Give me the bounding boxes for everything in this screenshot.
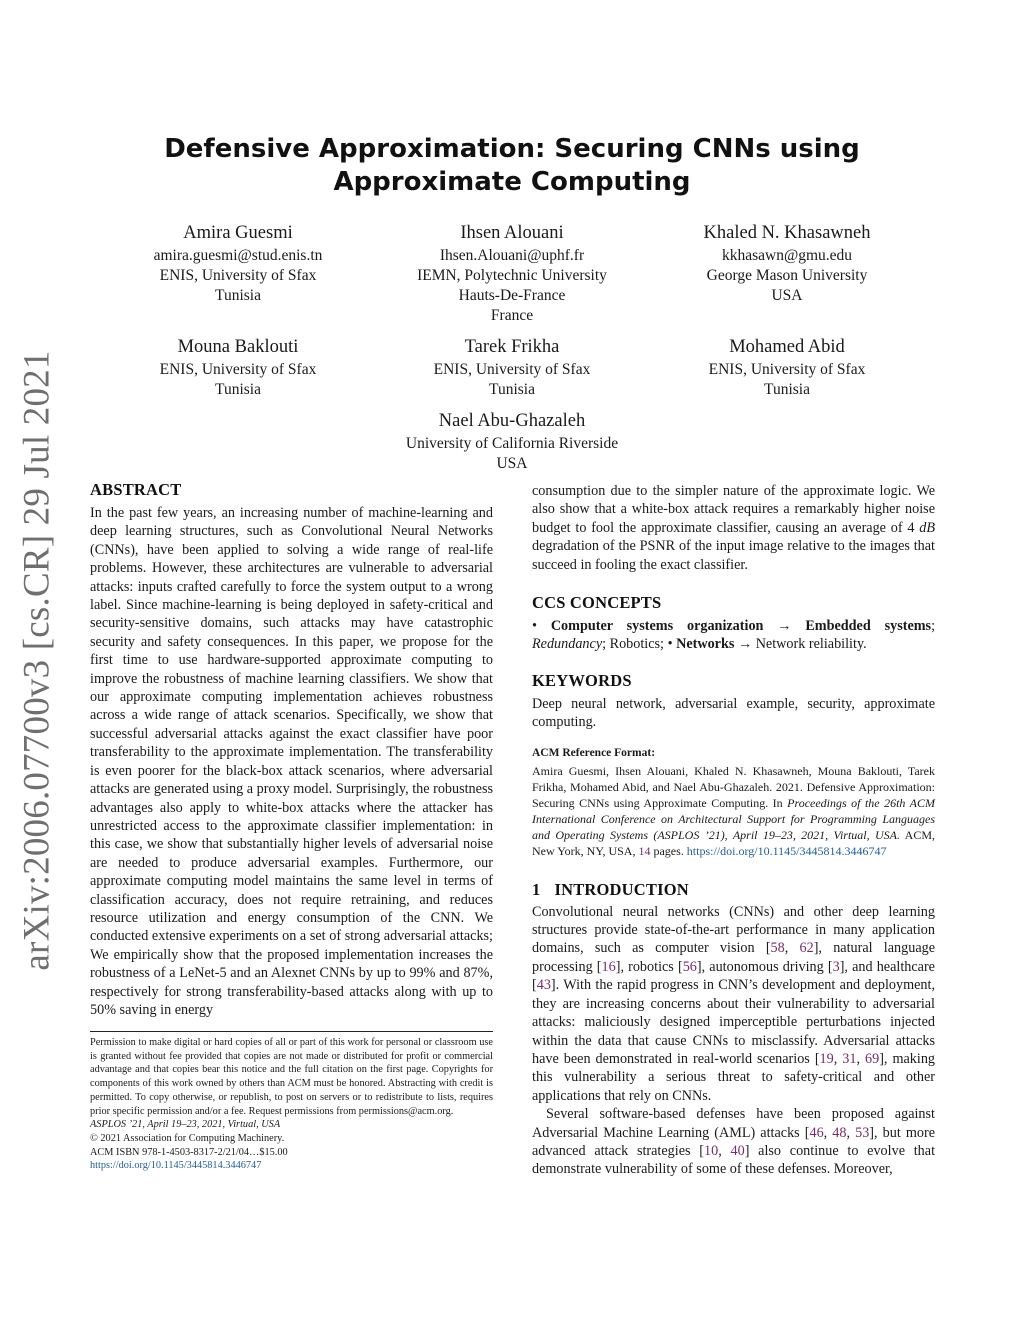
author-country: Tunisia: [764, 381, 810, 398]
intro-text: Convolutional neural networks (CNNs) and other deep learning structures provide state-of-the-art performance in many application domains, such as computer vision [: [532, 903, 935, 957]
ccs-term: ; Robotics;: [602, 636, 668, 653]
author-country: Tunisia: [215, 381, 261, 398]
intro-text: ], making this vulnerability a serious threat to safety-critical and other applications that rely on CNNs.: [532, 1050, 936, 1104]
author-country: Tunisia: [489, 381, 535, 398]
permission-notice: [90, 1036, 493, 1173]
intro-text: Several software-based defenses have been proposed against Adversarial Machine Learning (AML) attacks [: [532, 1106, 935, 1141]
bullet: •: [532, 618, 537, 635]
author-affiliation: ENIS, University of Sfax: [708, 361, 866, 378]
db-unit: dB: [919, 519, 935, 536]
arrow-icon: →: [737, 636, 753, 653]
acm-ref-venue: Proceedings of the 26th ACM International Conference on Architectural Support for Programming Languages and Operating Systems (ASPLOS ’21), April 19–23, 2021, Virtual, USA.: [532, 795, 935, 842]
author-name: Nael Abu-Ghazaleh: [438, 411, 586, 431]
author-name: Mouna Baklouti: [177, 337, 299, 357]
author-affiliation: University of California Riverside: [405, 435, 619, 452]
arxiv-side-label: [8, 349, 66, 971]
author-email[interactable]: Ihsen.Alouani@uphf.fr: [439, 247, 585, 264]
ccs-heading: CCS CONCEPTS: [532, 593, 662, 613]
page-count-link[interactable]: 14: [638, 843, 651, 858]
citation-link[interactable]: 43: [536, 977, 551, 994]
intro-text: ], and healthcare [: [532, 958, 935, 994]
footnote-divider: [90, 1031, 493, 1032]
section-heading-introduction: [532, 879, 935, 901]
arrow-icon: →: [777, 618, 792, 635]
author-block: [98, 335, 378, 400]
doi-link[interactable]: https://doi.org/10.1145/3445814.3446747: [90, 1160, 262, 1172]
citation-link[interactable]: 53: [855, 1124, 870, 1141]
author-country: France: [490, 307, 534, 324]
section-title: INTRODUCTION: [554, 879, 689, 899]
acm-ref-publisher: ACM, New York, NY, USA,: [532, 827, 935, 858]
citation-link[interactable]: 40: [730, 1142, 745, 1159]
intro-paragraph-1: Convolutional neural networks (CNNs) and other deep learning structures provide state-of-the-art performance in many application domains, such as computer vision [58, 62], natural language processing [16], robotics [56], autonomous driving [3], and healthcare [43]. With the rapid progress in CNN’s development and deployment, they are increasing concerns about their vulnerability to adversarial attacks: maliciously designed imperceptible perturbations injected within the data that cause CNNs to misclassify. Adversarial attacks have been demonstrated in real-world scenarios [19, 31, 69], making this vulnerability a serious threat to safety-critical and other applications that rely on CNNs.: [532, 903, 936, 1104]
citation-link[interactable]: 62: [799, 940, 814, 957]
citation-link[interactable]: 3: [832, 958, 840, 975]
right-column: [532, 482, 935, 1179]
ccs-term: Network reliability.: [752, 636, 867, 653]
citation-link[interactable]: 31: [842, 1050, 857, 1067]
author-block: [372, 409, 652, 474]
isbn-line: ACM ISBN 978-1-4503-8317-2/21/04…$15.00: [90, 1146, 288, 1158]
author-name: Amira Guesmi: [183, 223, 293, 243]
intro-text: ], but more advanced attack strategies [: [532, 1124, 935, 1159]
intro-text: ], robotics [: [615, 958, 683, 975]
arxiv-identifier[interactable]: arXiv:2006.07700v3 [cs.CR] 29 Jul 2021: [16, 349, 58, 971]
author-name: Ihsen Alouani: [460, 223, 564, 243]
author-affiliation: George Mason University: [706, 267, 868, 284]
keywords-text: Deep neural network, adversarial example, security, approximate computing.: [532, 695, 935, 731]
citation-link[interactable]: 46: [809, 1124, 824, 1141]
abstract-continued-text: degradation of the PSNR of the input image relative to the images that succeed in fooling the exact classifier.: [532, 538, 935, 573]
permission-text: Permission to make digital or hard copies of all or part of this work for personal or classroom use is granted without fee provided that copies are not made or distributed for profit or commercial advantage and that copies bear this notice and the full citation on the first page. Copyrights for components of this work owned by others than ACM must be honored. Abstracting with credit is permitted. To copy otherwise, or republish, to post on servers or to redistribute to lists, requires prior specific permission and/or a fee. Request permissions from permissions@acm.org.: [90, 1037, 493, 1117]
acm-ref-heading: ACM Reference Format:: [532, 746, 656, 759]
intro-paragraph-2: Several software-based defenses have been proposed against Adversarial Machine Learning (AML) attacks [46, 48, 53], but more advanced attack strategies [10, 40] also continue to evolve that demonstrate vulnerability of some of these defenses. Moreover,: [532, 1106, 936, 1178]
author-affiliation: ENIS, University of Sfax: [159, 361, 317, 378]
left-column: [90, 479, 493, 1019]
citation-link[interactable]: 19: [819, 1050, 834, 1067]
acm-ref-pages: pages.: [650, 843, 687, 858]
citation-link[interactable]: 16: [601, 958, 616, 975]
author-country: USA: [771, 287, 803, 304]
ccs-term: Redundancy: [532, 636, 603, 653]
author-affiliation: ENIS, University of Sfax: [159, 267, 317, 284]
bullet: •: [667, 636, 673, 653]
citation-link[interactable]: 10: [704, 1142, 719, 1159]
ccs-concepts-text: [532, 617, 935, 654]
ccs-term: Computer systems organization: [550, 618, 764, 635]
intro-text: ] also continue to evolve that demonstrate vulnerability of some of these defenses. Moreover,: [532, 1142, 936, 1178]
ccs-term: Networks: [676, 636, 735, 653]
keywords-heading: KEYWORDS: [532, 670, 632, 690]
paper-title: Defensive Approximation: Securing CNNs using Approximate Computing: [164, 134, 860, 197]
abstract-continued-text: consumption due to the simpler nature of the approximate logic. We also show that a white-box attack requires a remarkably higher noise budget to fool the approximate classifier, causing an average of 4: [532, 483, 935, 536]
citation-link[interactable]: 56: [682, 958, 697, 975]
ccs-term: Embedded systems: [805, 618, 932, 635]
author-affiliation: ENIS, University of Sfax: [433, 361, 591, 378]
separator: ;: [931, 618, 936, 635]
intro-text: ]. With the rapid progress in CNN’s development and deployment, they are increasing concerns about their vulnerability to adversarial attacks: maliciously designed imperceptible perturbations injected within the data that cause CNNs to misclassify. Adversarial attacks have been demonstrated in real-world scenarios [: [532, 977, 935, 1067]
intro-text: ], natural language processing [: [532, 940, 936, 975]
author-name: Mohamed Abid: [729, 337, 845, 357]
acm-ref-doi-link[interactable]: https://doi.org/10.1145/3445814.3446747: [686, 843, 887, 858]
intro-text: ], autonomous driving [: [696, 958, 833, 975]
author-name: Tarek Frikha: [464, 337, 560, 357]
section-number: 1: [532, 879, 541, 899]
author-name: Khaled N. Khasawneh: [703, 223, 871, 243]
acm-reference: [532, 763, 935, 859]
citation-link[interactable]: 69: [865, 1050, 880, 1067]
abstract-continued: [532, 482, 935, 574]
author-affiliation: Hauts-De-France: [458, 287, 566, 304]
author-email[interactable]: kkhasawn@gmu.edu: [721, 247, 853, 264]
abstract-heading: ABSTRACT: [90, 480, 182, 499]
citation-link[interactable]: 58: [770, 940, 785, 957]
author-email[interactable]: amira.guesmi@stud.enis.tn: [153, 247, 323, 264]
acm-ref-authors: Amira Guesmi, Ihsen Alouani, Khaled N. Khasawneh, Mouna Baklouti, Tarek Frikha, Mohamed Abid, and Nael Abu-Ghazaleh. 2021. Defensive Approximation: Securing CNNs using Approximate Computing. In: [532, 763, 935, 810]
author-country: Tunisia: [215, 287, 261, 304]
author-block: [647, 335, 927, 400]
conference-venue: ASPLOS ’21, April 19–23, 2021, Virtual, USA: [90, 1119, 281, 1131]
author-block: [372, 335, 652, 400]
citation-link[interactable]: 48: [832, 1124, 847, 1141]
copyright-line: © 2021 Association for Computing Machinery.: [90, 1132, 285, 1144]
author-block: [372, 221, 652, 326]
author-country: USA: [496, 455, 528, 472]
author-block: [98, 221, 378, 306]
abstract-text: In the past few years, an increasing number of machine-learning and deep learning structures, such as Convolutional Neural Networks (CNNs), have been applied to solving a wide range of real-life problems. However, these architectures are vulnerable to adversarial attacks: inputs crafted carefully to force the system output to a wrong label. Since machine-learning is being deployed in safety-critical and security-sensitive domains, such attacks may have catastrophic security and safety consequences. In this paper, we propose for the first time to use hardware-supported approximate computing to improve the robustness of machine learning classifiers. We show that our approximate computing implementation achieves robustness across a wide range of attack scenarios. Specifically, we show that successful adversarial attacks against the exact classifier have poor transferability to the approximate implementation. The transferability is even poorer for the black-box attack scenarios, where adversarial attacks are generated using a proxy model. Surprisingly, the robustness advantages also apply to white-box attacks where the attacker has unrestricted access to the approximate classifier implementation: in this case, we show that substantially higher levels of adversarial noise are needed to produce adversarial examples. Furthermore, our approximate computing model maintains the same level in terms of classification accuracy, does not require retraining, and reduces resource utilization and energy consumption of the CNN. We conducted extensive experiments on a set of strong adversarial attacks; We empirically show that the proposed implementation increases the robustness of a LeNet-5 and an Alexnet CNNs by up to 99% and 87%, respectively for strong transferability-based attacks along with up to 50% saving in energy: [90, 505, 493, 1018]
author-block: [647, 221, 927, 306]
author-affiliation: IEMN, Polytechnic University: [417, 267, 607, 284]
